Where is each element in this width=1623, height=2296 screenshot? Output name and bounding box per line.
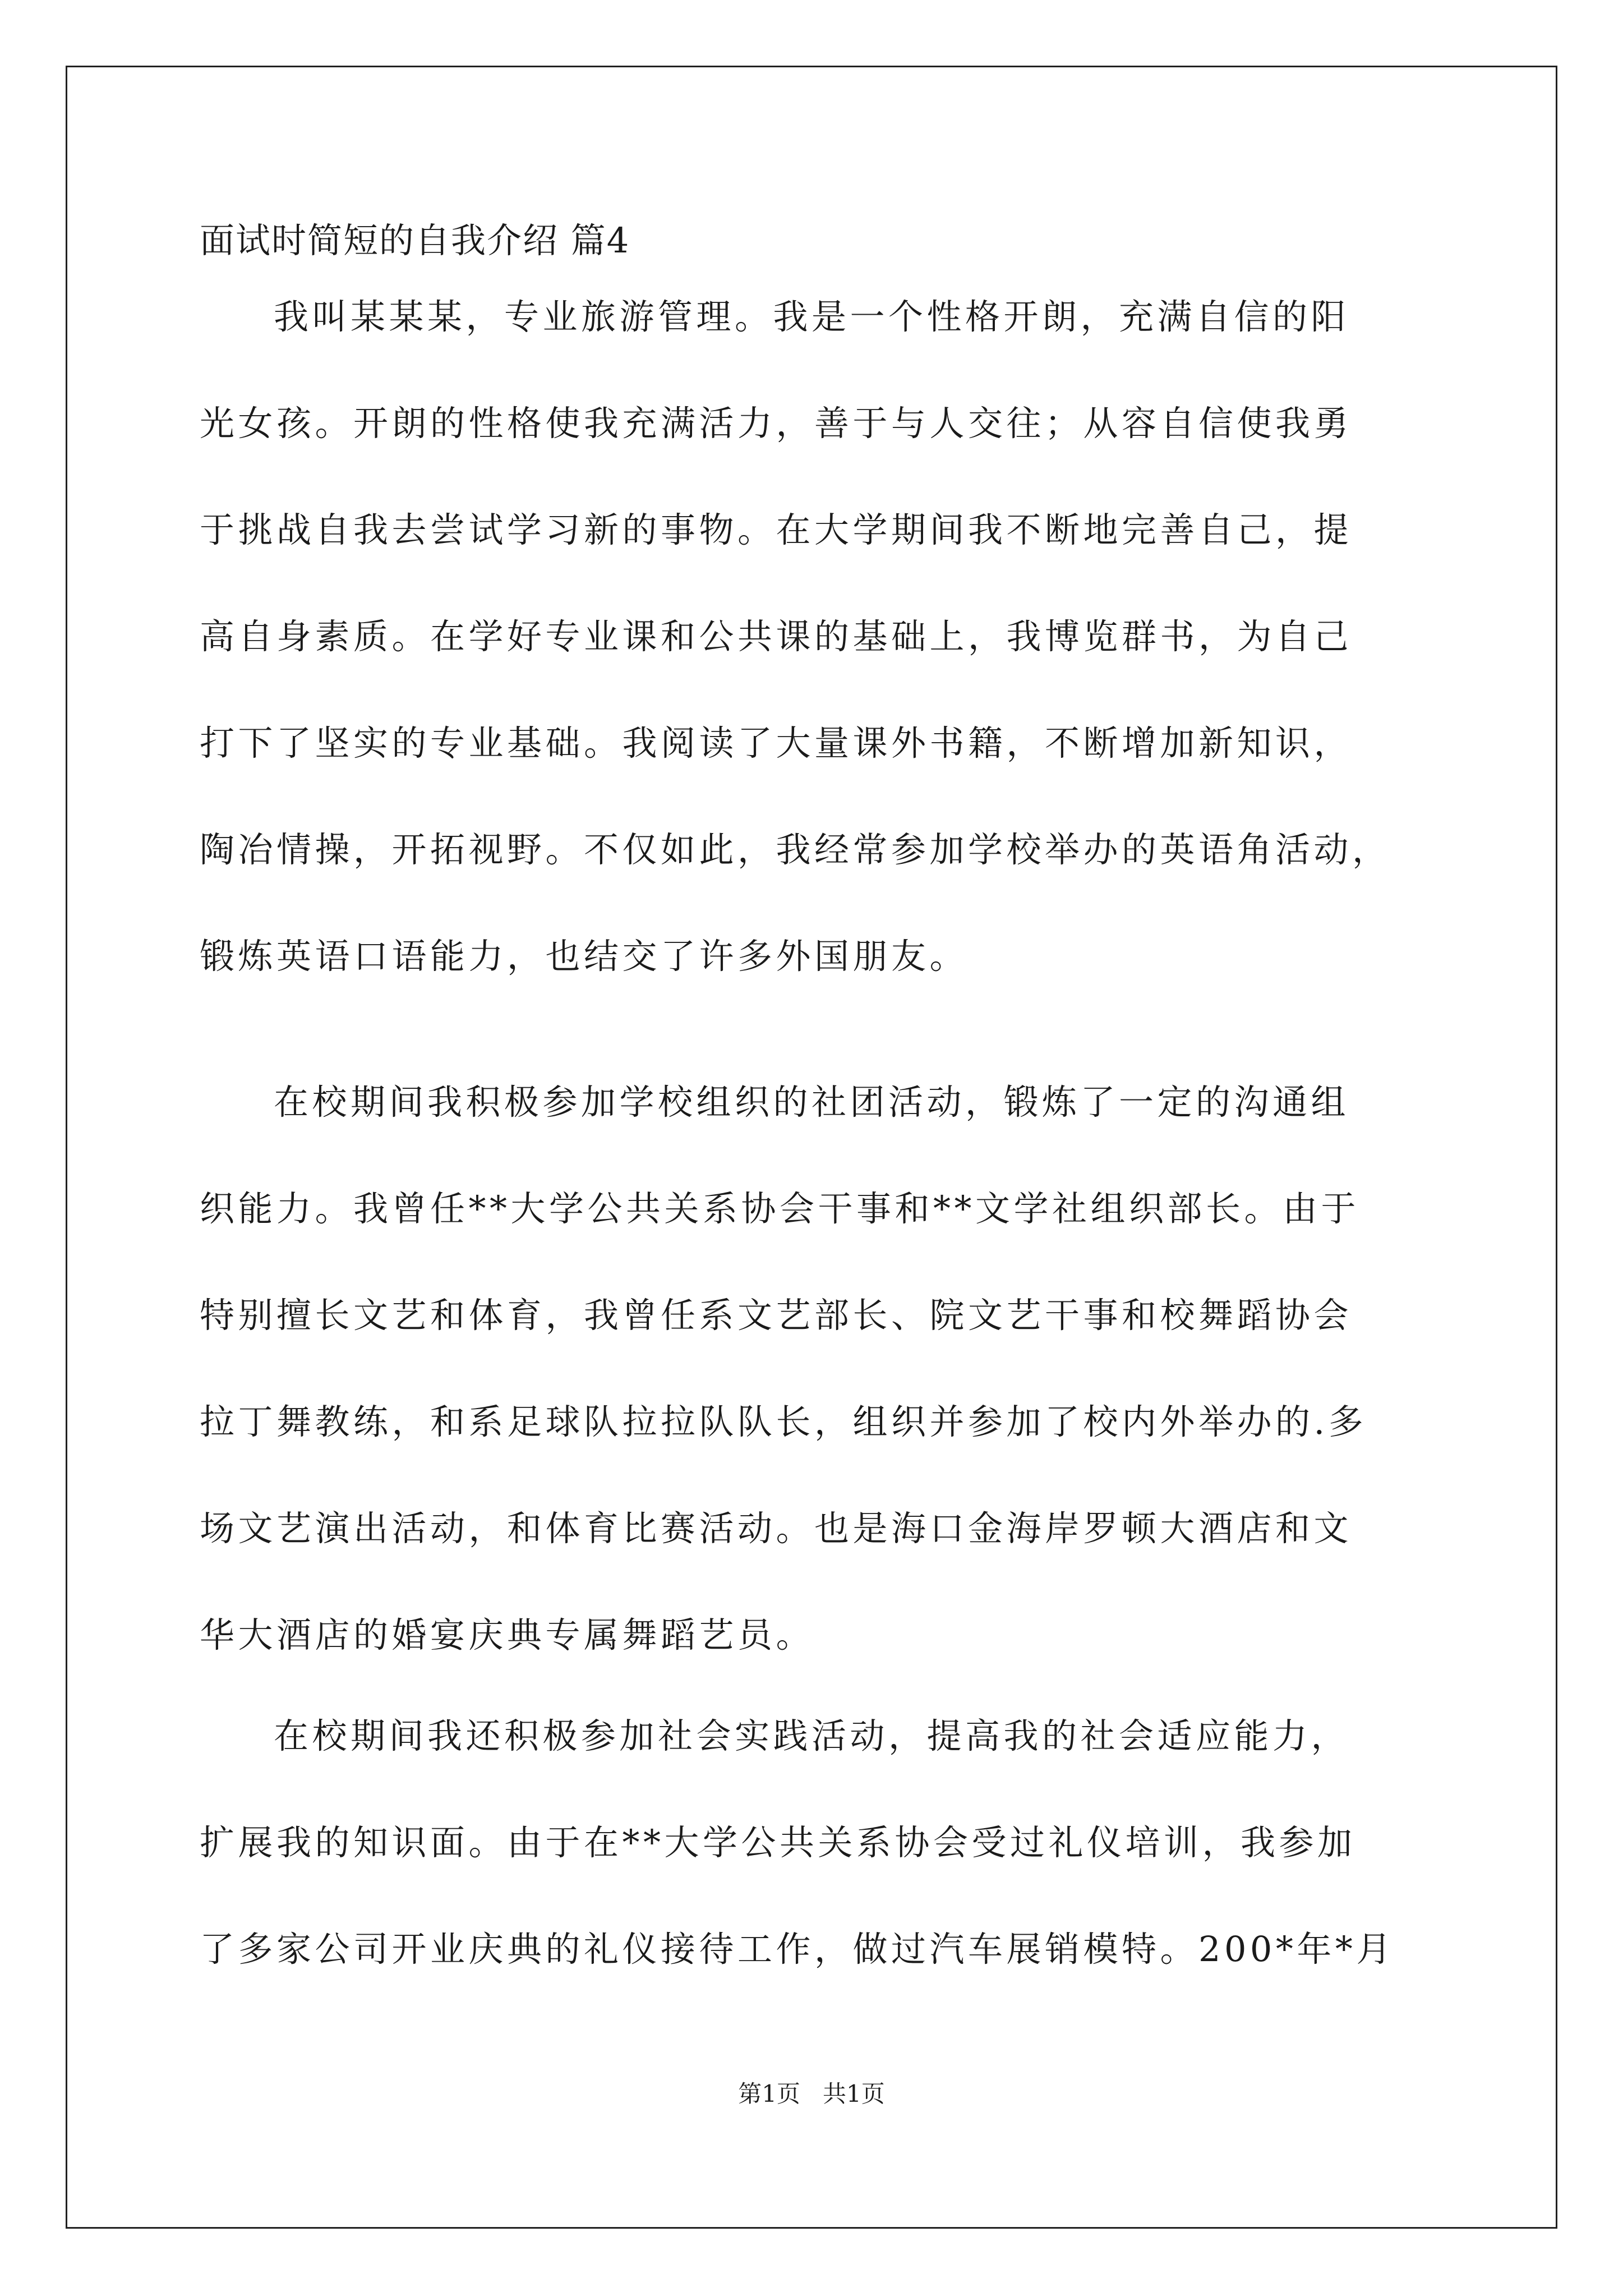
paragraph-line: 在校期间我还积极参加社会实践活动，提高我的社会适应能力， xyxy=(274,1715,1350,1756)
paragraph-line: 于挑战自我去尝试学习新的事物。在大学期间我不断地完善自己，提 xyxy=(200,509,1353,550)
paragraph-line: 在校期间我积极参加学校组织的社团活动，锻炼了一定的沟通组 xyxy=(274,1082,1350,1122)
paragraph-line: 陶冶情操，开拓视野。不仅如此，我经常参加学校举办的英语角活动， xyxy=(200,829,1391,870)
paragraph-line: 织能力。我曾任**大学公共关系协会干事和**文学社组织部长。由于 xyxy=(200,1188,1360,1229)
paragraph-line: 光女孩。开朗的性格使我充满活力，善于与人交往；从容自信使我勇 xyxy=(200,403,1353,444)
paragraph-line: 场文艺演出活动，和体育比赛活动。也是海口金海岸罗顿大酒店和文 xyxy=(200,1508,1353,1549)
paragraph-line: 了多家公司开业庆典的礼仪接待工作，做过汽车展销模特。200*年*月 xyxy=(200,1929,1395,1970)
paragraph-1 xyxy=(200,264,1391,1010)
paragraph-line: 锻炼英语口语能力，也结交了许多外国朋友。 xyxy=(200,936,969,977)
page-number-footer: 第1页 共1页 xyxy=(738,2080,885,2108)
paragraph-line: 拉丁舞教练，和系足球队拉拉队队长，组织并参加了校内外举办的.多 xyxy=(200,1401,1367,1442)
paragraph-2 xyxy=(200,1049,1367,1688)
paragraph-line: 扩展我的知识面。由于在**大学公共关系协会受过礼仪培训，我参加 xyxy=(200,1822,1356,1863)
paragraph-line: 华大酒店的婚宴庆典专属舞蹈艺员。 xyxy=(200,1614,815,1655)
paragraph-3 xyxy=(200,1683,1395,2003)
paragraph-line: 特别擅长文艺和体育，我曾任系文艺部长、院文艺干事和校舞蹈协会 xyxy=(200,1295,1353,1336)
paragraph-line: 打下了坚实的专业基础。我阅读了大量课外书籍，不断增加新知识， xyxy=(200,723,1353,763)
document-title: 面试时简短的自我介绍 篇4 xyxy=(200,220,630,261)
paragraph-line: 高自身素质。在学好专业课和公共课的基础上，我博览群书，为自己 xyxy=(200,616,1353,657)
paragraph-line: 我叫某某某，专业旅游管理。我是一个性格开朗，充满自信的阳 xyxy=(274,296,1350,337)
